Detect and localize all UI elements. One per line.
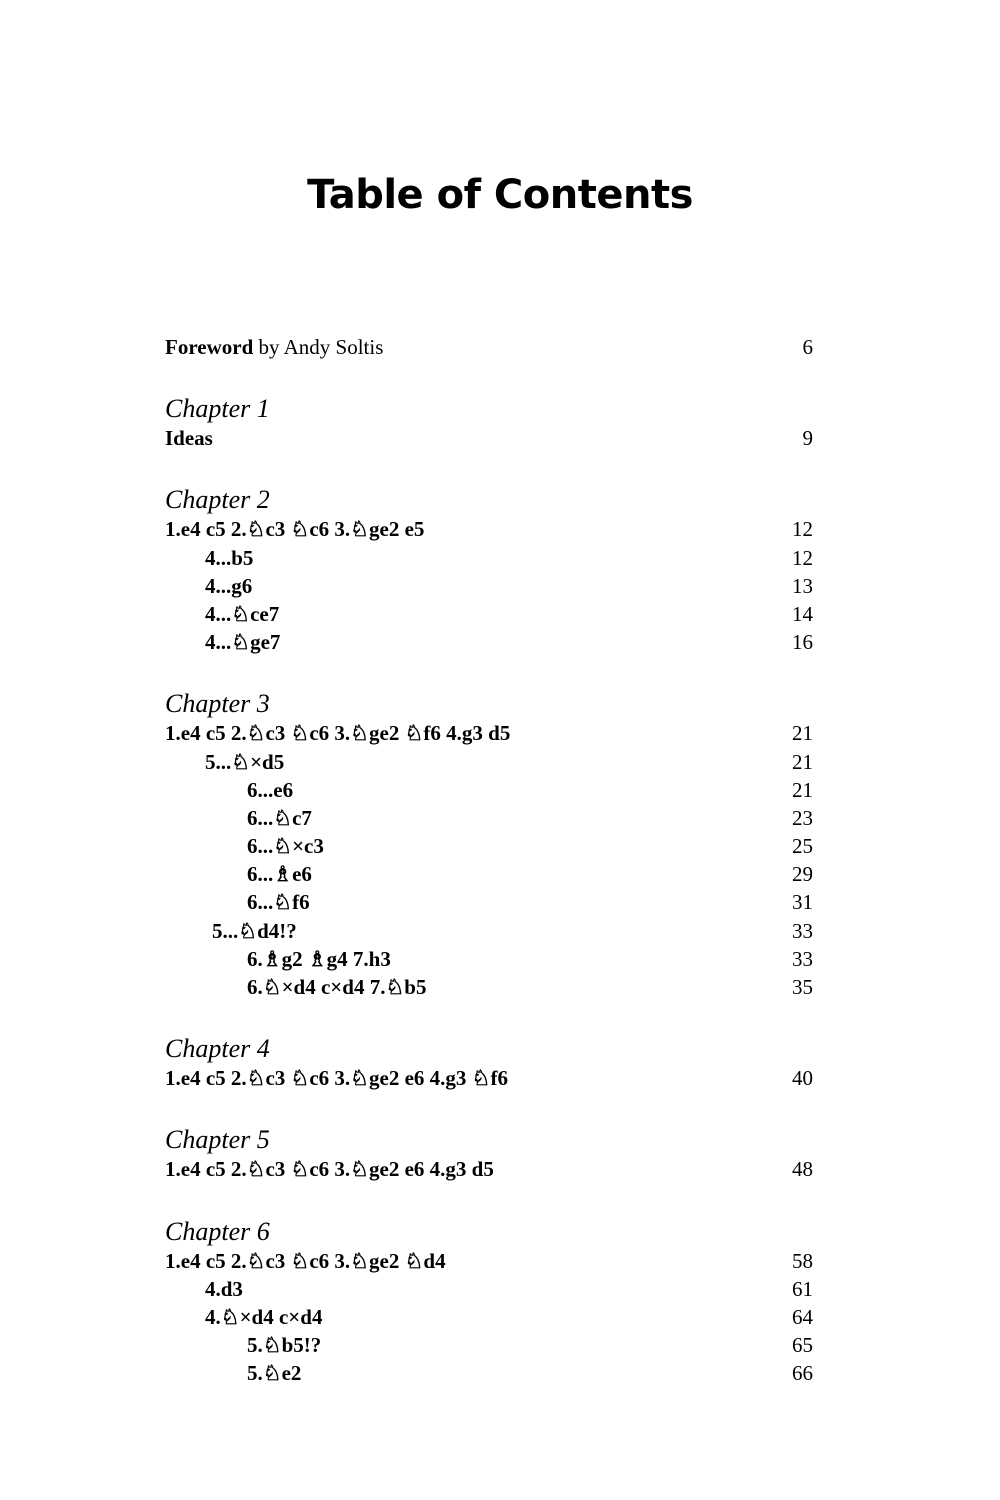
- toc-entry[interactable]: [165, 544, 813, 572]
- page-number: 58: [792, 1248, 813, 1273]
- toc-entry-foreword[interactable]: [165, 333, 813, 361]
- toc-entry[interactable]: [165, 776, 813, 804]
- page-number: 66: [792, 1361, 813, 1386]
- toc-entry[interactable]: [165, 888, 813, 916]
- toc-entry-title: 5.♘e2: [247, 1361, 302, 1386]
- toc-entry[interactable]: [165, 515, 813, 543]
- page-number: 48: [792, 1157, 813, 1182]
- page-title: Table of Contents: [307, 172, 693, 218]
- toc-entry-title: 4.d3: [205, 1276, 243, 1301]
- table-of-contents: [165, 333, 813, 1388]
- page-number: 21: [792, 749, 813, 774]
- page-number: 14: [792, 601, 813, 626]
- toc-entry[interactable]: [165, 1064, 813, 1092]
- toc-entry-title: 4...b5: [205, 545, 254, 570]
- foreword-author: by Andy Soltis: [253, 335, 384, 359]
- chapter-heading: Chapter 2: [165, 485, 270, 515]
- page-number: 25: [792, 834, 813, 859]
- toc-entry[interactable]: [165, 600, 813, 628]
- chapter-heading: Chapter 3: [165, 689, 270, 719]
- toc-entry-title: 5...♘d4!?: [212, 918, 297, 943]
- toc-entry[interactable]: [165, 424, 813, 452]
- toc-entry[interactable]: [165, 945, 813, 973]
- page-number: 9: [802, 426, 813, 451]
- chapter-heading: Chapter 5: [165, 1125, 270, 1155]
- page-number: 31: [792, 890, 813, 915]
- foreword-entry: [165, 333, 383, 361]
- toc-entry-title: 5...♘×d5: [205, 749, 285, 774]
- page-number: 6: [802, 335, 813, 359]
- toc-entry[interactable]: [165, 860, 813, 888]
- toc-entry[interactable]: [165, 719, 813, 747]
- toc-entry-title: Ideas: [165, 426, 213, 451]
- page-number: 33: [792, 918, 813, 943]
- page-number: 13: [792, 573, 813, 598]
- toc-entry-title: 4...♘ge7: [205, 630, 281, 655]
- page-number: 21: [792, 777, 813, 802]
- toc-entry-title: 6...♗e6: [247, 862, 312, 887]
- foreword-label: Foreword: [165, 335, 254, 359]
- chapter-heading: Chapter 6: [165, 1216, 270, 1246]
- toc-entry[interactable]: [165, 1359, 813, 1387]
- toc-entry[interactable]: [165, 804, 813, 832]
- page-number: 21: [792, 721, 813, 746]
- toc-entry[interactable]: [165, 1331, 813, 1359]
- toc-entry[interactable]: [165, 1303, 813, 1331]
- toc-entry-title: 6...♘×c3: [247, 834, 324, 859]
- toc-entry[interactable]: [165, 832, 813, 860]
- toc-entry-title: 1.e4 c5 2.♘c3 ♘c6 3.♘ge2 e5: [165, 517, 425, 542]
- page-number: 65: [792, 1333, 813, 1358]
- toc-entry-title: 6...♘f6: [247, 890, 310, 915]
- page-number: 23: [792, 805, 813, 830]
- toc-entry-title: 1.e4 c5 2.♘c3 ♘c6 3.♘ge2 ♘d4: [165, 1248, 446, 1273]
- toc-entry-title: 6.♗g2 ♗g4 7.h3: [247, 946, 391, 971]
- page-number: 33: [792, 946, 813, 971]
- toc-entry[interactable]: [165, 1247, 813, 1275]
- page-number: 12: [792, 545, 813, 570]
- page-number: 64: [792, 1304, 813, 1329]
- toc-entry[interactable]: [165, 917, 813, 945]
- toc-entry[interactable]: [165, 748, 813, 776]
- toc-entry[interactable]: [165, 1155, 813, 1183]
- toc-entry-title: 1.e4 c5 2.♘c3 ♘c6 3.♘ge2 ♘f6 4.g3 d5: [165, 721, 511, 746]
- toc-entry-title: 6.♘×d4 c×d4 7.♘b5: [247, 975, 427, 999]
- toc-entry-title: 6...♘c7: [247, 805, 312, 830]
- toc-entry[interactable]: [165, 572, 813, 600]
- toc-entry[interactable]: [165, 973, 813, 1001]
- chapter-heading: Chapter 4: [165, 1034, 270, 1064]
- toc-entry-title: 1.e4 c5 2.♘c3 ♘c6 3.♘ge2 e6 4.g3 ♘f6: [165, 1066, 508, 1091]
- page-number: 40: [792, 1066, 813, 1091]
- page-number: 61: [792, 1276, 813, 1301]
- page-number: 16: [792, 630, 813, 655]
- page-number: 29: [792, 862, 813, 887]
- toc-entry-title: 5.♘b5!?: [247, 1333, 322, 1358]
- chapter-heading: Chapter 1: [165, 394, 270, 424]
- toc-entry-title: 4...g6: [205, 573, 253, 598]
- page-number: 12: [792, 517, 813, 542]
- page-number: 35: [792, 975, 813, 999]
- toc-entry[interactable]: [165, 628, 813, 656]
- toc-entry-title: 1.e4 c5 2.♘c3 ♘c6 3.♘ge2 e6 4.g3 d5: [165, 1157, 494, 1182]
- toc-entry[interactable]: [165, 1275, 813, 1303]
- toc-entry-title: 4.♘×d4 c×d4: [205, 1304, 323, 1329]
- toc-entry-title: 4...♘ce7: [205, 601, 280, 626]
- toc-entry-title: 6...e6: [247, 777, 294, 802]
